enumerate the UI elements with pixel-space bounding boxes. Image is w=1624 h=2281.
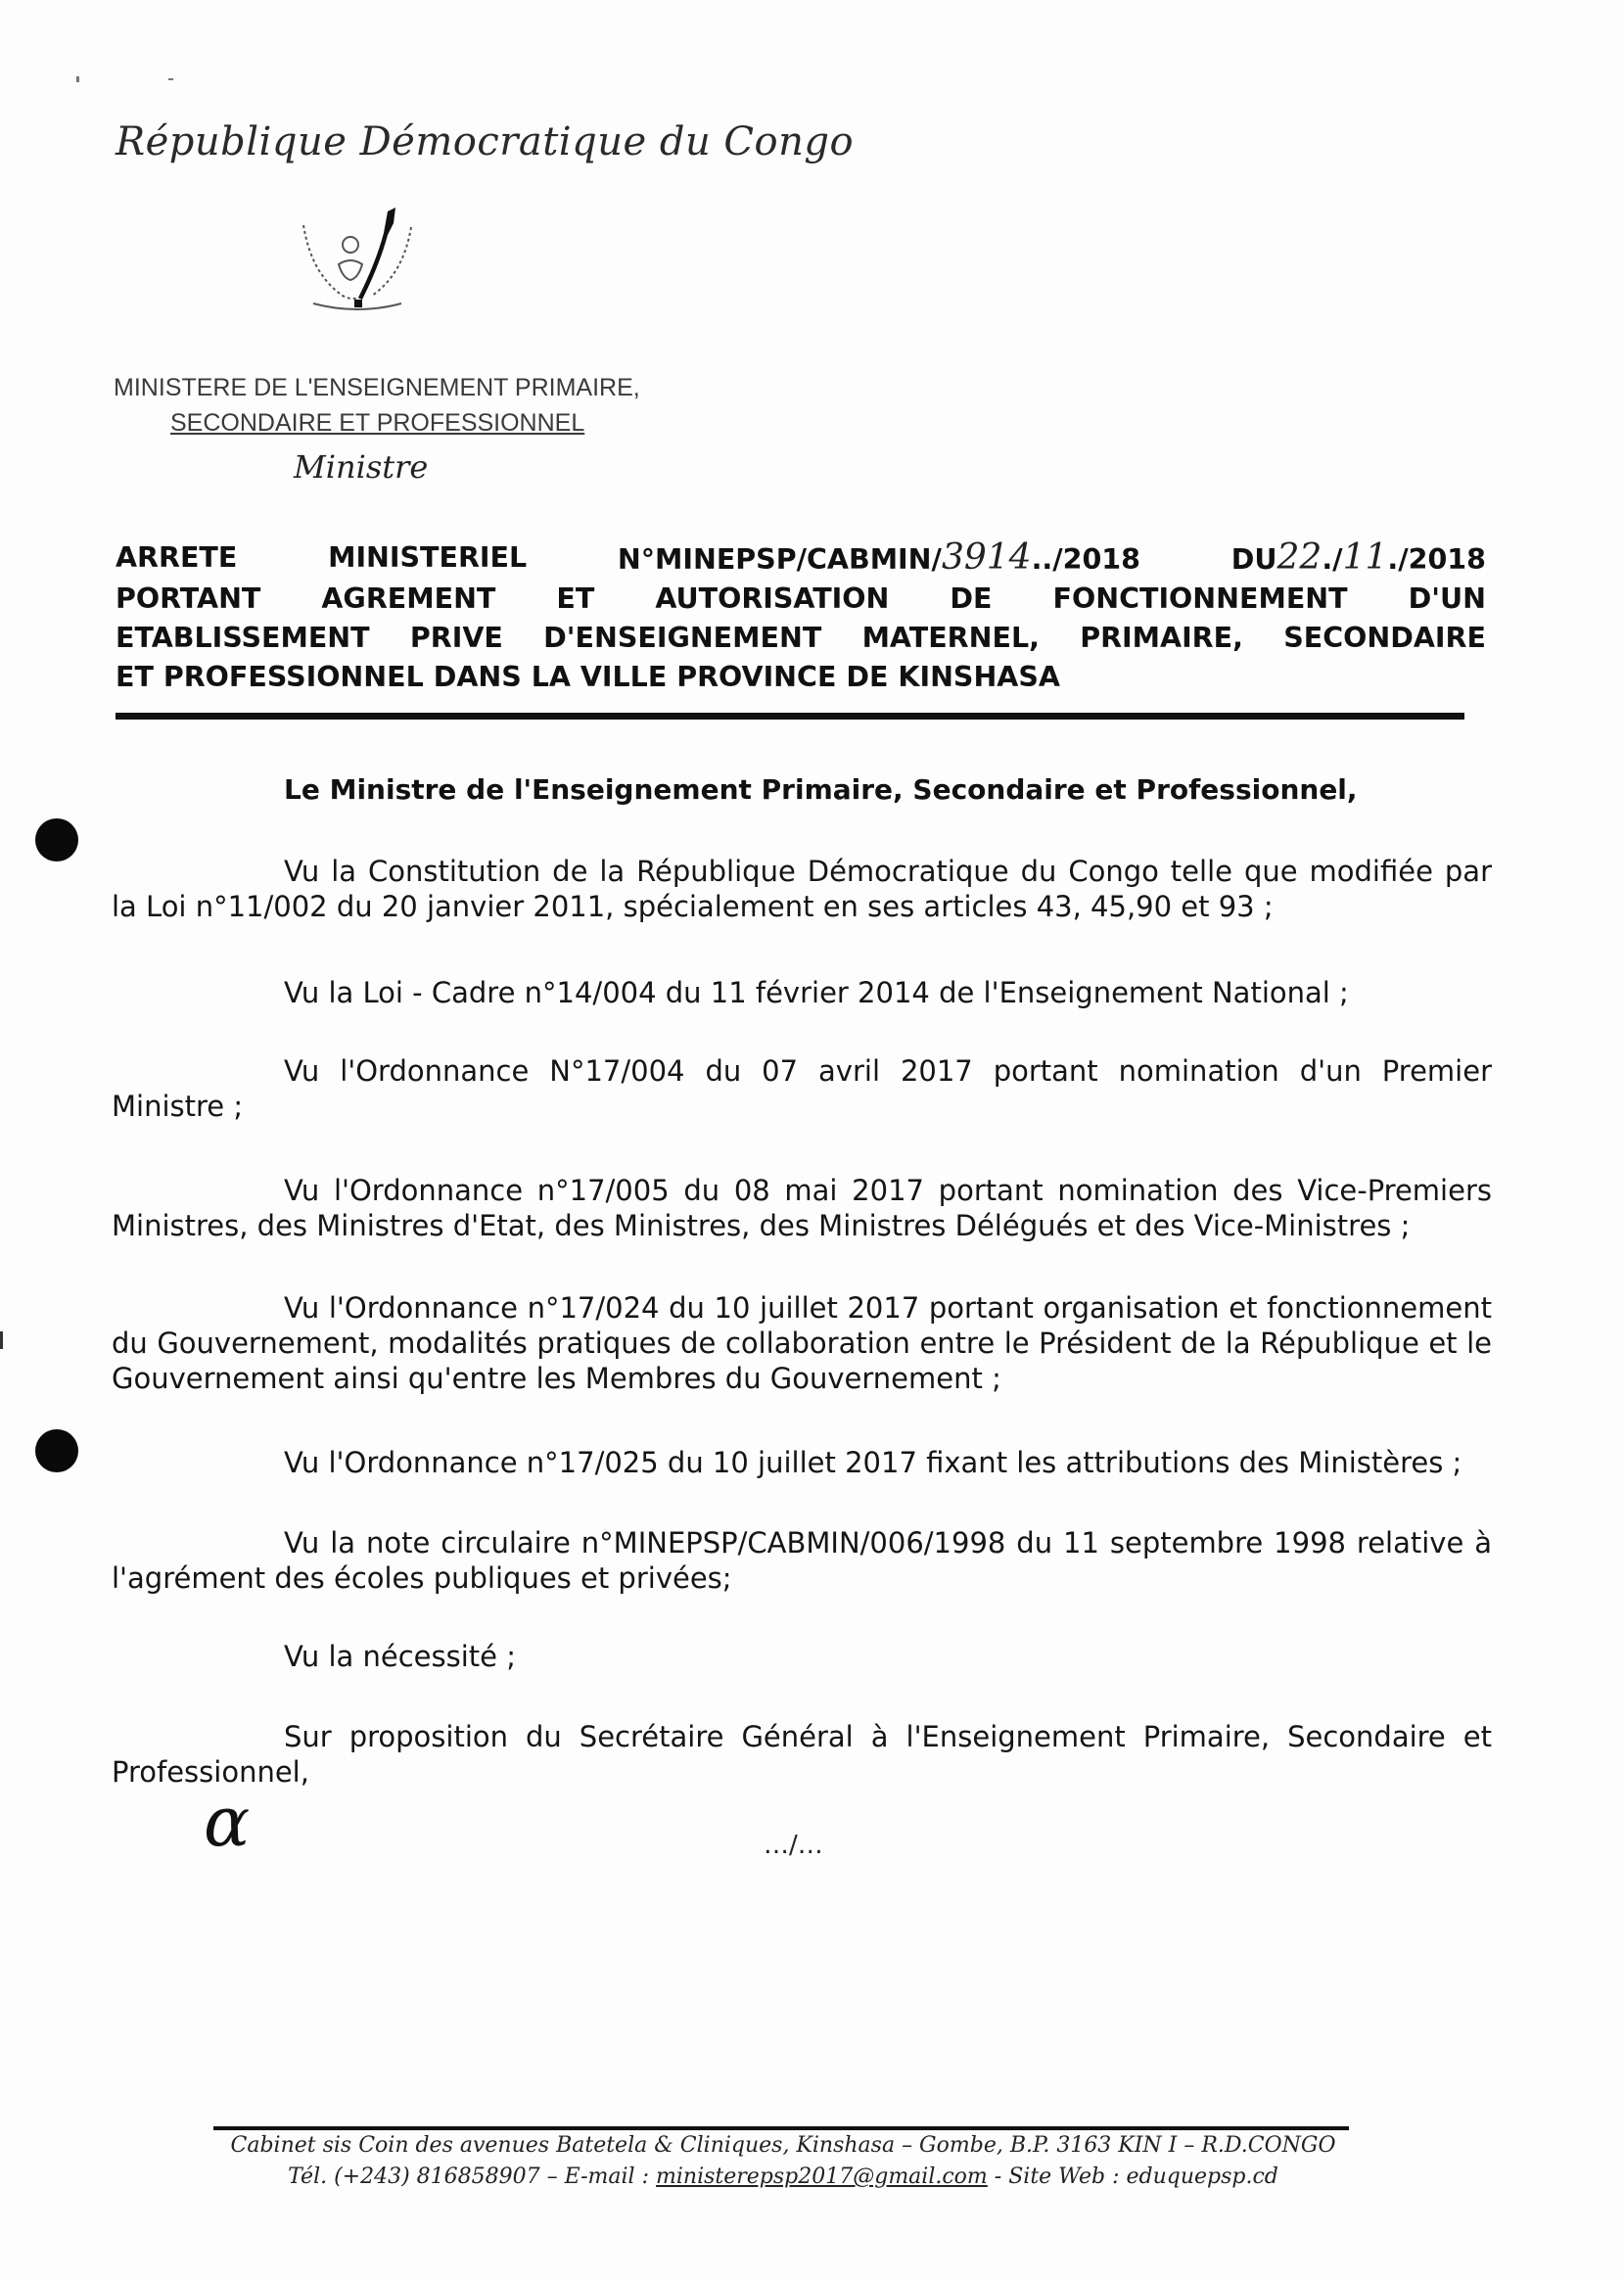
preamble-paragraph: Vu la Loi - Cadre n°14/004 du 11 février 2014 de l'Enseignement National ; — [284, 976, 1349, 1009]
binder-hole — [35, 818, 78, 861]
scan-mark — [76, 76, 79, 82]
title-word: D'UN — [1408, 582, 1486, 615]
scan-mark — [168, 78, 173, 80]
scan-mark — [0, 1331, 3, 1349]
decree-date: DU22./11./2018 — [1230, 537, 1486, 578]
footer-address: Cabinet sis Coin des avenues Batetela & Cliniques, Kinshasa – Gombe, B.P. 3163 KIN I – R.D.CONGO — [230, 2133, 1336, 2158]
title-word: FONCTIONNEMENT — [1052, 582, 1348, 615]
title-line-2 — [116, 580, 1486, 619]
decree-title — [116, 538, 1486, 697]
republic-name: République Démocratique du Congo — [116, 119, 855, 164]
footer-contact-line: Tél. (+243) 816858907 – E-mail : ministerepsp2017@gmail.com - Site Web : eduquepsp.cd — [288, 2165, 1278, 2189]
title-word: PRIMAIRE, — [1080, 622, 1243, 654]
preamble-paragraph: Vu la nécessité ; — [284, 1640, 516, 1673]
binder-hole — [35, 1429, 78, 1472]
title-line-1 — [116, 538, 1486, 580]
preamble-paragraph: Vu l'Ordonnance N°17/004 du 07 avril 2017 portant nomination d'un Premier Ministre ; — [112, 1054, 1492, 1123]
title-word: D'ENSEIGNEMENT — [543, 622, 822, 654]
title-word: DE — [950, 582, 993, 615]
email-link[interactable]: ministerepsp2017@gmail.com — [656, 2165, 988, 2189]
preamble-paragraph: Vu la Constitution de la République Démocratique du Congo telle que modifiée par la Loi n°11/002 du 20 janvier 2011, spécialement en ses articles 43, 45,90 et 93 ; — [112, 855, 1492, 923]
decree-reference: N°MINEPSP/CABMIN/3914../2018 — [617, 537, 1140, 578]
handwritten-number: 3914 — [941, 537, 1032, 578]
title-line-4: ET PROFESSIONNEL DANS LA VILLE PROVINCE DE KINSHASA — [116, 661, 1060, 693]
title-word: AUTORISATION — [655, 582, 890, 615]
handwritten-month: 11 — [1342, 537, 1388, 578]
title-underline — [116, 713, 1464, 720]
preamble-paragraph: Vu l'Ordonnance n°17/005 du 08 mai 2017 portant nomination des Vice-Premiers Ministres, des Ministres d'Etat, des Ministres, des Ministres Délégués et des Vice-Ministres ; — [112, 1174, 1492, 1242]
title-word: MATERNEL, — [861, 622, 1040, 654]
title-word: SECONDAIRE — [1283, 622, 1486, 654]
title-word: ET — [556, 582, 595, 615]
ministry-line-1: MINISTERE DE L'ENSEIGNEMENT PRIMAIRE, — [114, 374, 640, 401]
preamble-paragraph: Vu la note circulaire n°MINEPSP/CABMIN/006/1998 du 11 septembre 1998 relative à l'agrément des écoles publiques et privées; — [112, 1526, 1492, 1595]
title-word: PORTANT — [116, 582, 261, 615]
title-line-3 — [116, 619, 1486, 658]
title-word: AGREMENT — [321, 582, 496, 615]
footer-contact — [196, 2130, 1370, 2193]
preamble-paragraph: Sur proposition du Secrétaire Général à l'Enseignement Primaire, Secondaire et Professionnel, — [112, 1720, 1492, 1789]
title-word: ARRETE — [116, 541, 238, 574]
continued-marker: …/… — [764, 1831, 823, 1860]
ministry-line-2: SECONDAIRE ET PROFESSIONNEL — [170, 409, 585, 437]
coat-of-arms-emblem — [294, 206, 421, 323]
handwritten-day: 22 — [1276, 537, 1322, 578]
minister-title: Ministre — [294, 448, 429, 486]
handwritten-initials: α — [204, 1782, 251, 1862]
title-word: MINISTERIEL — [328, 541, 528, 574]
minister-heading: Le Ministre de l'Enseignement Primaire, Secondaire et Professionnel, — [284, 773, 1358, 806]
preamble-paragraph: Vu l'Ordonnance n°17/025 du 10 juillet 2017 fixant les attributions des Ministères ; — [284, 1446, 1462, 1479]
ministry-name — [114, 370, 640, 441]
title-word: PRIVE — [409, 622, 503, 654]
title-word: ETABLISSEMENT — [116, 622, 370, 654]
preamble-paragraph: Vu l'Ordonnance n°17/024 du 10 juillet 2017 portant organisation et fonctionnement du Gouvernement, modalités pratiques de collaboration entre le Président de la République et le Gouvernement ainsi qu'entre les Membres du Gouvernement ; — [112, 1291, 1492, 1395]
